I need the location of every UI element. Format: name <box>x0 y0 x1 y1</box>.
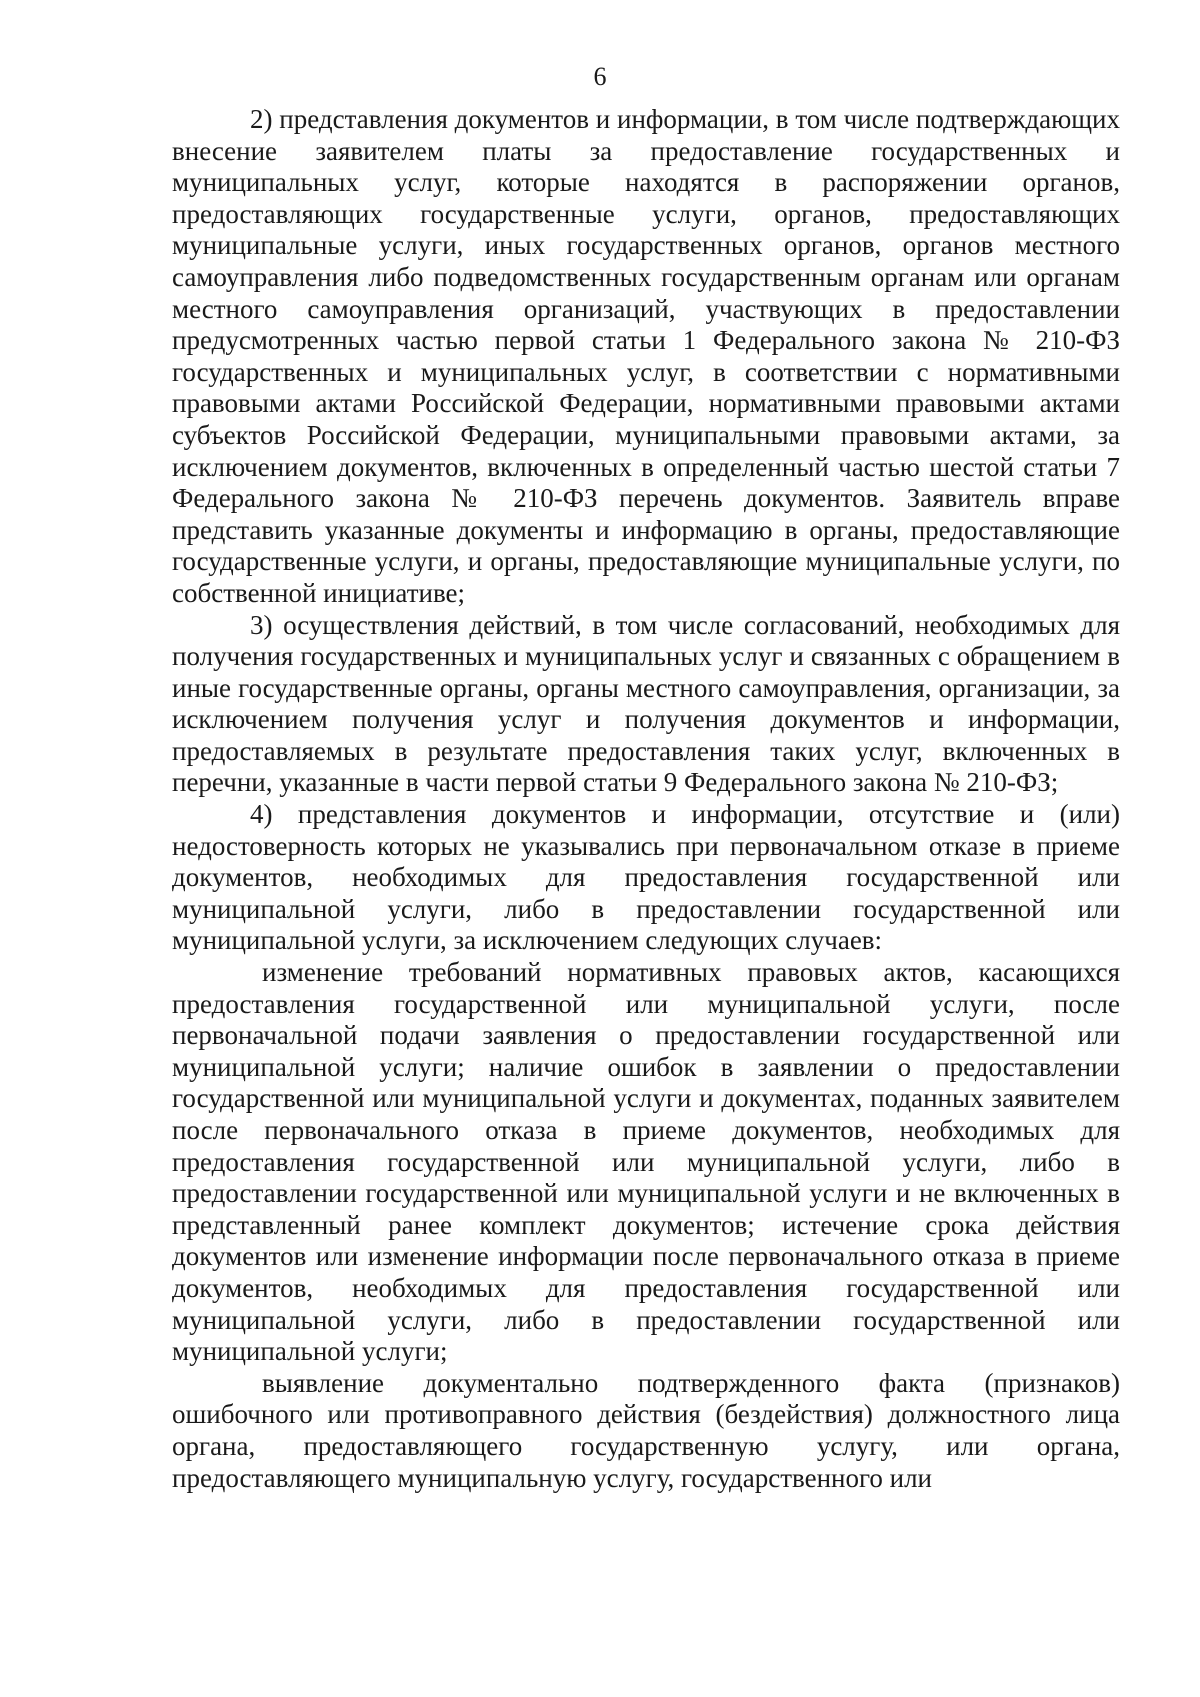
paragraph-item-3: 3) осуществления действий, в том числе согласований, необходимых для получения государственных и муниципальных услуг и связанных с обращением в иные государственные органы, органы местного самоуправления, организации, за исключением получения услуг и получения документов и информации, предоставляемых в результате предоставления таких услуг, включенных в перечни, указанные в части первой статьи 9 Федерального закона № 210-ФЗ; <box>172 609 1120 798</box>
paragraph-item-4: 4) представления документов и информации, отсутствие и (или) недостоверность которых не указывались при первоначальном отказе в приеме документов, необходимых для предоставления государственной или муниципальной услуги, либо в предоставлении государственной или муниципальной услуги, за исключением следующих случаев: <box>172 799 1120 956</box>
paragraph-exception-official-error: выявление документально подтвержденного факта (признаков) ошибочного или противоправного действия (бездействия) должностного лица органа, предоставляющего государственную услугу, или органа, предоставляющего муниципальную услугу, государственного или <box>172 1367 1120 1493</box>
paragraph-item-2: 2) представления документов и информации, в том числе подтверждающих внесение заявителем платы за предоставление государственных и муниципальных услуг, которые находятся в распоряжении органов, предоставляющих государственные услуги, органов, предоставляющих муниципальные услуги, иных государственных органов, органов местного самоуправления либо подведомственных государственным органам или органам местного самоуправления организаций, участвующих в предоставлении предусмотренных частью первой статьи 1 Федерального закона № 210-ФЗ государственных и муниципальных услуг, в соответствии с нормативными правовыми актами Российской Федерации, нормативными правовыми актами субъектов Российской Федерации, муниципальными правовыми актами, за исключением документов, включенных в определенный частью шестой статьи 7 Федерального закона № 210-ФЗ перечень документов. Заявитель вправе представить указанные документы и информацию в органы, предоставляющие государственные услуги, и органы, предоставляющие муниципальные услуги, по собственной инициативе; <box>172 104 1120 608</box>
page-number: 6 <box>593 62 607 91</box>
paragraph-exception-requirements-change: изменение требований нормативных правовых актов, касающихся предоставления государственной или муниципальной услуги, после первоначальной подачи заявления о предоставлении государственной или муниципальной услуги; наличие ошибок в заявлении о предоставлении государственной или муниципальной услуги и документах, поданных заявителем после первоначального отказа в приеме документов, необходимых для предоставления государственной или муниципальной услуги, либо в предоставлении государственной или муниципальной услуги и не включенных в представленный ранее комплект документов; истечение срока действия документов или изменение информации после первоначального отказа в приеме документов, необходимых для предоставления государственной или муниципальной услуги, либо в предоставлении государственной или муниципальной услуги; <box>172 957 1120 1367</box>
document-body <box>172 104 1120 1494</box>
